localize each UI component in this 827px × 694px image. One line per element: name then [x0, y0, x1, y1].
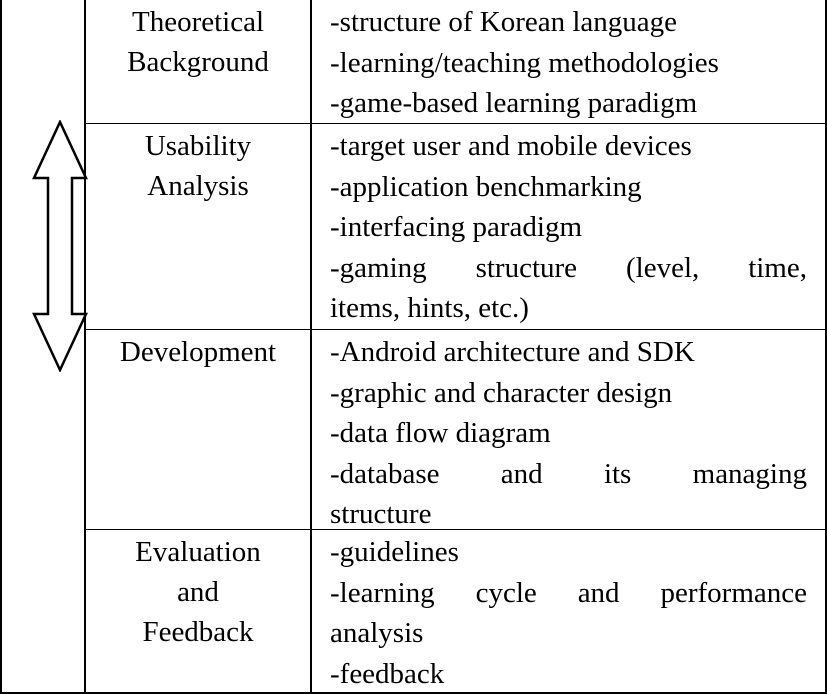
arrow-column — [0, 0, 86, 694]
list-item: -learning/teaching methodologies — [330, 46, 719, 79]
phase-label-line: and — [177, 576, 219, 608]
list-item: -learning cycle and performance — [330, 576, 807, 609]
list-item: -interfacing paradigm — [330, 211, 583, 243]
phase-items — [314, 330, 825, 529]
list-item: -application benchmarking — [330, 170, 642, 203]
phase-label — [86, 124, 312, 329]
list-item: -structure of Korean language — [330, 6, 678, 38]
table-row-theoretical-background — [86, 0, 825, 124]
phase-label-line: Theoretical — [131, 6, 265, 38]
list-item: -guidelines — [330, 536, 459, 568]
list-item: -feedback — [330, 657, 445, 690]
phase-table — [86, 0, 827, 694]
list-item: -database and its managing — [330, 457, 807, 490]
phase-label-line: Evaluation — [135, 536, 261, 568]
list-item: -game-based learning paradigm — [330, 87, 698, 119]
phase-label — [86, 0, 312, 123]
list-item: -Android architecture and SDK — [330, 336, 695, 368]
list-item: -target user and mobile devices — [330, 130, 692, 162]
phase-items — [314, 124, 825, 329]
list-item: items, hints, etc.) — [330, 292, 529, 324]
table-row-development — [86, 330, 825, 530]
phase-label-line: Feedback — [142, 616, 254, 648]
phase-label — [86, 330, 312, 529]
list-item: -graphic and character design — [330, 376, 673, 409]
table-row-usability-analysis — [86, 124, 825, 330]
list-item: structure — [330, 498, 432, 530]
phase-label-line: Background — [127, 46, 269, 78]
double-headed-vertical-arrow-icon — [32, 120, 88, 372]
list-item: analysis — [330, 617, 424, 649]
list-item: -gaming structure (level, time, — [330, 251, 807, 284]
phase-label-line: Analysis — [147, 170, 249, 202]
phase-label-line: Usability — [144, 130, 252, 162]
phase-label — [86, 530, 312, 692]
phase-label-line: Development — [119, 336, 277, 368]
table-row-evaluation-feedback — [86, 530, 825, 692]
phase-items — [314, 0, 825, 123]
phase-items — [314, 530, 825, 692]
list-item: -data flow diagram — [330, 417, 551, 449]
